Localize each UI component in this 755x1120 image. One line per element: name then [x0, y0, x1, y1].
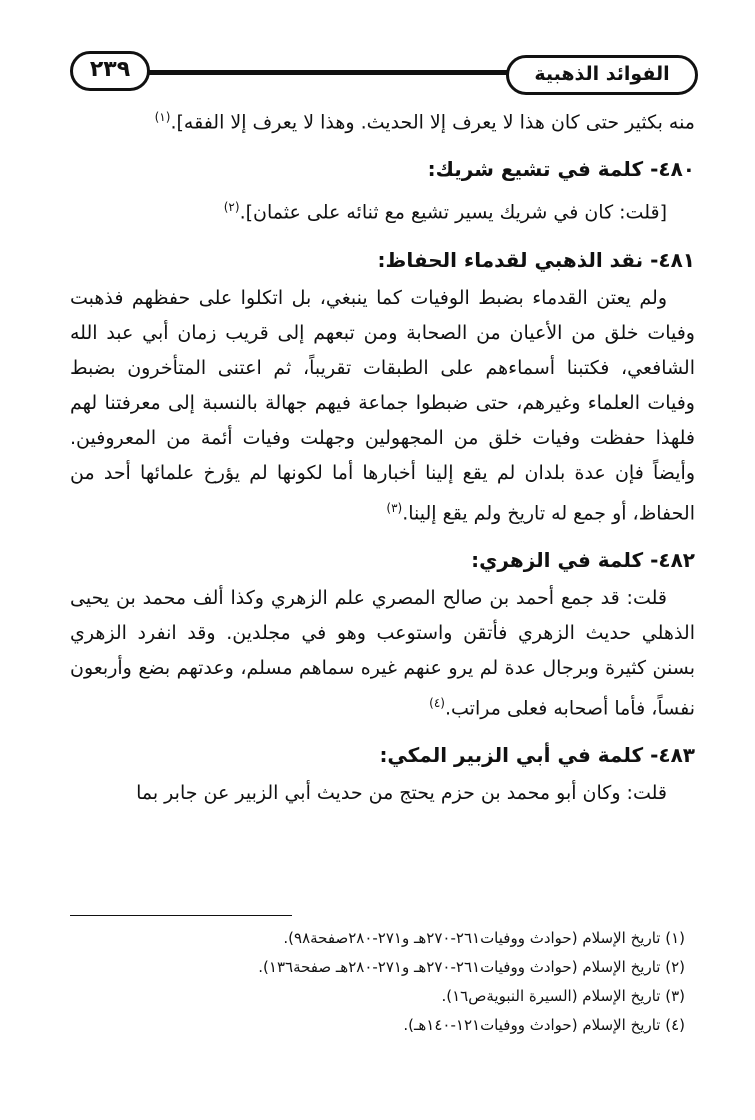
header-rule [108, 70, 523, 75]
section-heading-481: ٤٨١- نقد الذهبي لقدماء الحفاظ: [377, 247, 695, 272]
section-heading-482: ٤٨٢- كلمة في الزهري: [471, 547, 695, 572]
footnote-ref: (٢) [223, 200, 240, 215]
section-paragraph-481 [70, 281, 695, 531]
footnote-ref: (١) [154, 110, 171, 124]
book-title: الفوائد الذهبية [506, 55, 698, 95]
section-paragraph-482 [70, 581, 695, 726]
footnote-1: (١) تاريخ الإسلام (حوادث ووفيات٢٦١-٢٧٠هـ و٢٧١-٢٨٠صفحة٩٨). [283, 929, 685, 947]
section-heading-480: ٤٨٠- كلمة في تشيع شريك: [427, 157, 695, 182]
page-body [70, 100, 695, 811]
opening-line [70, 100, 695, 140]
paragraph-text: قلت: وكان أبو محمد بن حزم يحتج من حديث أبي الزبير عن جابر بما [136, 782, 667, 805]
page-number: ٢٣٩ [70, 51, 150, 91]
opening-line-text: منه بكثير حتى كان هذا لا يعرف إلا الحديث. وهذا لا يعرف إلا الفقه]. [170, 111, 695, 134]
footnote-ref: (٣) [386, 500, 403, 515]
footnote-ref: (٤) [429, 695, 445, 710]
paragraph-text: قلت: قد جمع أحمد بن صالح المصري علم الزهري وكذا ألف محمد بن يحيى الذهلي حديث الزهري فأتقن واستوعب وهو في مجلدين. وقد انفرد الزهري بسنن كثيرة وبرجال عدة لم يرو عنهم غيره سماهم مسلم، وعدتهم بضع وأربعون نفساً، فأما أصحابه فعلى مراتب. [70, 586, 695, 720]
paragraph-text: [قلت: كان في شريك يسير تشيع مع ثنائه على عثمان]. [239, 201, 667, 224]
section-heading-483: ٤٨٣- كلمة في أبي الزبير المكي: [379, 743, 695, 768]
footnote-3: (٣) تاريخ الإسلام (السيرة النبويةص١٦). [441, 987, 685, 1005]
paragraph-text: ولم يعتن القدماء بضبط الوفيات كما ينبغي، بل اتكلوا على حفظهم فذهبت وفيات خلق من الأعيان من الصحابة ومن تبعهم إلى قريب زمان أبي عبد الله الشافعي، فكتبنا أسماءهم على الطبقات تقريباً، ثم اعتنى المتأخرون بضبط وفيات العلماء وغيرهم، حتى ضبطوا جماعة فيهم جهالة بالنسبة إلى معرفتنا لهم فلهذا حفظت وفيات خلق من المجهولين وجهلت وفيات أئمة من المعروفين. وأيضاً فإن عدة بلدان لم يقع إلينا أخبارها أما لكونها لم يؤرخ علمائها أحد من الحفاظ، أو جمع له تاريخ ولم يقع إلينا. [70, 286, 695, 524]
footnote-separator [70, 915, 292, 916]
section-paragraph-483 [70, 776, 695, 811]
footnote-2: (٢) تاريخ الإسلام (حوادث ووفيات٢٦١-٢٧٠هـ و٢٧١-٢٨٠هـ صفحة١٣٦). [258, 958, 685, 976]
section-paragraph-480 [70, 190, 695, 230]
footnote-4: (٤) تاريخ الإسلام (حوادث ووفيات١٢١-١٤٠هـ). [403, 1016, 685, 1034]
footnotes [70, 915, 685, 1040]
page-header [0, 0, 755, 100]
